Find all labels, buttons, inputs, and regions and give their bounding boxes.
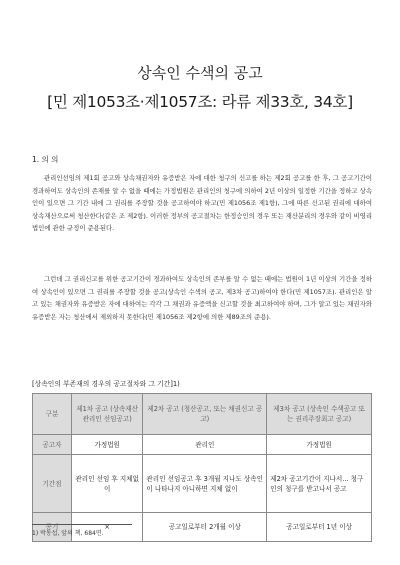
paragraph: 그런데 그 권리신고를 위한 공고기간이 경과하여도 상속인의 존부를 알 수 없는 때에는 법원이 1년 이상의 기간을 정하여 상속인이 있으면 그 권리를 주장할 것을 공고(상속인 수색의 공고, 제3차 공고)하여야 한다(민 제1057조). 관리인은 알고 있는 채권자와 유증받은 자에 대하여는 각각 그 채권과 유증액을 신고할 것을 최고하여야 하며, 그가 알고 있는 채권자와 유증받은 자는 청산에서 제외하지 못한다(민 제1056조 제2항에 의한 제89조의 준용). bbox=[32, 275, 372, 321]
page-subtitle: [민 제1053조·제1057조: 라류 제33호, 34호] bbox=[47, 93, 353, 111]
table-cell: 가정법원 bbox=[267, 435, 372, 455]
table-cell: 공고일로부터 2개월 이상 bbox=[143, 513, 267, 542]
table-cell: 관리인 선임 후 지체없이 bbox=[72, 455, 143, 513]
section-heading: 1. 의 의 bbox=[32, 155, 59, 164]
table-header-cell: 제2차 공고 (청산공고, 또는 채권신고 공고) bbox=[143, 394, 267, 435]
table-row bbox=[33, 455, 372, 513]
row-label: 기간점 bbox=[33, 455, 72, 513]
footnote-divider bbox=[32, 524, 132, 525]
table-cell: 관리인 선임공고 후 3개월 지나도 상속인이 나타나지 아니하면 지체 없이 bbox=[143, 455, 267, 513]
table-header-cell: 구분 bbox=[33, 394, 72, 435]
row-label: 종기 bbox=[33, 513, 72, 542]
table-header-row bbox=[33, 394, 372, 435]
table-cell: 제2차 공고기간이 지나서... 청구인의 청구를 받고나서 공고 bbox=[267, 455, 372, 513]
table-caption: [상속인의 부존재의 경우의 공고절차와 그 기간]1) bbox=[32, 380, 180, 388]
table-cell: 가정법원 bbox=[72, 435, 143, 455]
table-row bbox=[33, 513, 372, 542]
table-header-cell: 제3차 공고 (상속인 수색공고 또는 권리주장최고 공고) bbox=[267, 394, 372, 435]
page-title: 상속인 수색의 공고 bbox=[137, 64, 263, 82]
table-header-cell: 제1차 공고 (상속재산관리인 선임공고) bbox=[72, 394, 143, 435]
table-cell: 공고일로부터 1년 이상 bbox=[267, 513, 372, 542]
table-row bbox=[33, 435, 372, 455]
footnote: 1) 박동섭, 앞의 책, 684면. bbox=[32, 530, 104, 537]
notice-schedule-table bbox=[32, 393, 372, 542]
table-cell: × bbox=[72, 513, 143, 542]
paragraph: 관리인선임의 제1회 공고와 상속채권자와 유증받은 자에 대한 청구의 신고를 하는 제2회 공고를 한 후, 그 공고기간이 경과하여도 상속인의 존재를 알 수 없을 때에는 가정법원은 관리인의 청구에 의하여 2년 이상의 일정한 기간을 정하고 상속인이 있으면 그 기간 내에 그 권리를 주장할 것을 공고하여야 하고(민 제1056조 제1항), 그에 따른 신고된 권리에 대하여 상속재산으로써 청산한다(같은 조 제2항). 이러한 정부의 공고절차는 한정승인의 경우 또는 재산분리의 경우와 같이 비영리법인에 관한 규정이 준용된다. bbox=[32, 174, 372, 233]
row-label: 공고자 bbox=[33, 435, 72, 455]
table-cell: 관리인 bbox=[143, 435, 267, 455]
